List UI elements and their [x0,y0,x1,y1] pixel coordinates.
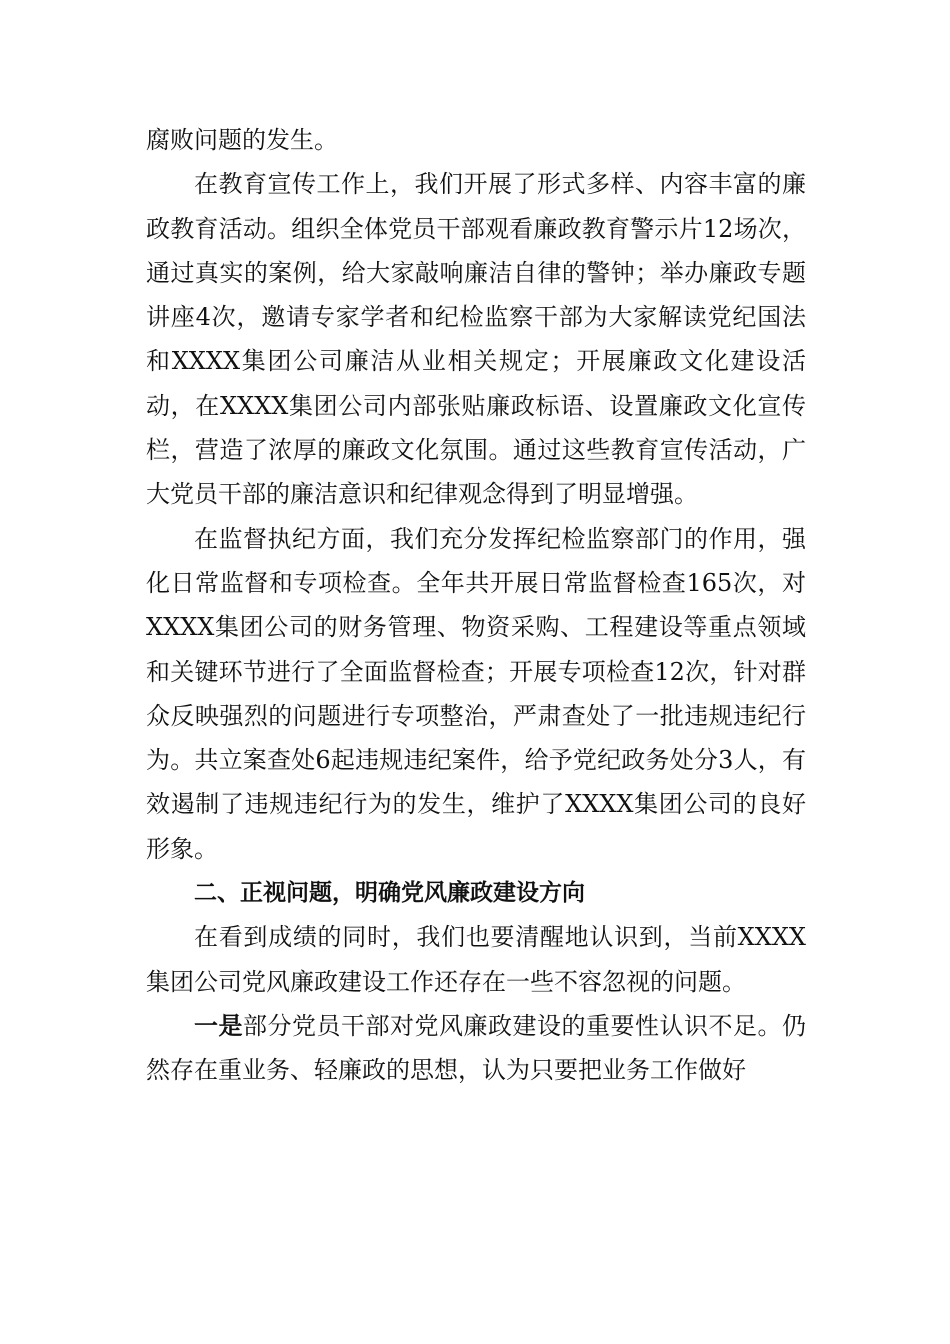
paragraph-supervision: 在监督执纪方面，我们充分发挥纪检监察部门的作用，强化日常监督和专项检查。全年共开展日常监督检查165次，对XXXX集团公司的财务管理、物资采购、工程建设等重点领域和关键环节进行了全面监督检查；开展专项检查12次，针对群众反映强烈的问题进行专项整治，严肃查处了一批违规违纪行为。共立案查处6起违规违纪案件，给予党纪政务处分3人，有效遏制了违规违纪行为的发生，维护了XXXX集团公司的良好形象。 [146,524,806,863]
paragraph-problem-first [146,1004,806,1093]
problem-first-lead: 一是 [194,1011,243,1040]
section-heading-2: 二、正视问题，明确党风廉政建设方向 [194,880,585,907]
paragraph-education: 在教育宣传工作上，我们开展了形式多样、内容丰富的廉政教育活动。组织全体党员干部观看廉政教育警示片12场次，通过真实的案例，给大家敲响廉洁自律的警钟；举办廉政专题讲座4次，邀请专家学者和纪检监察干部为大家解读党纪国法和XXXX集团公司廉洁从业相关规定；开展廉政文化建设活动，在XXXX集团公司内部张贴廉政标语、设置廉政文化宣传栏，营造了浓厚的廉政文化氛围。通过这些教育宣传活动，广大党员干部的廉洁意识和纪律观念得到了明显增强。 [146,170,806,509]
problem-first-body: 部分党员干部对党风廉政建设的重要性认识不足。仍然存在重业务、轻廉政的思想，认为只要把业务工作做好 [146,1011,806,1085]
paragraph-intro-tail: 腐败问题的发生。 [146,126,338,154]
paragraph-problems-intro: 在看到成绩的同时，我们也要清醒地认识到，当前XXXX集团公司党风廉政建设工作还存在一些不容忽视的问题。 [146,923,806,996]
document-body [146,118,806,1093]
